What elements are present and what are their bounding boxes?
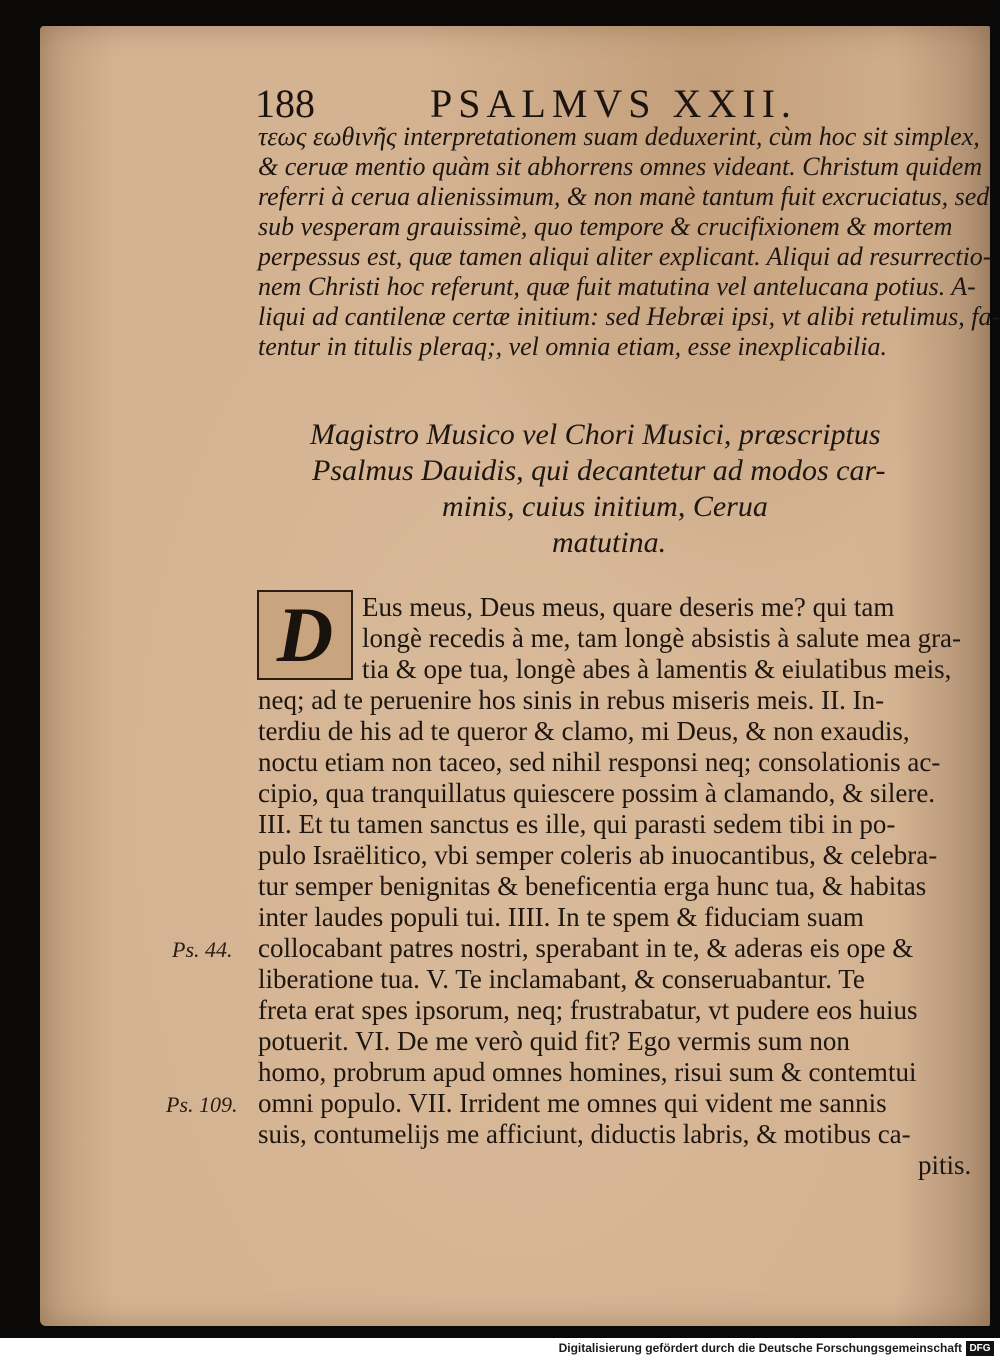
superscription-line: minis, cuius initium, Cerua (442, 490, 768, 523)
dfg-logo: DFG (966, 1341, 994, 1356)
catchword: pitis. (918, 1150, 972, 1180)
ornamental-initial (257, 590, 353, 680)
text-line: referri à cerua alienissimum, & non manè tantum fuit excruciatus, sed (258, 182, 990, 211)
text-line: potuerit. VI. De me verò quid fit? Ego vermis sum non (258, 1026, 850, 1056)
text-line: homo, probrum apud omnes homines, risui sum & contemtui (258, 1057, 917, 1087)
text-line: liqui ad cantilenæ certæ initium: sed Hebræi ipsi, vt alibi retulimus, fa- (258, 302, 1000, 331)
margin-note: Ps. 44. (172, 937, 233, 962)
text-line: collocabant patres nostri, sperabant in te, & aderas eis ope & (258, 933, 914, 963)
text-line: tentur in titulis pleraq;, vel omnia etiam, esse inexplicabilia. (258, 332, 887, 361)
running-title: PSALMVS XXII. (430, 81, 797, 126)
text-line: terdiu de his ad te queror & clamo, mi Deus, & non exaudis, (258, 716, 910, 746)
text-line: pulo Israëlitico, vbi semper coleris ab inuocantibus, & celebra- (258, 840, 938, 870)
text-line: noctu etiam non taceo, sed nihil responsi neq; consolationis ac- (258, 747, 941, 777)
text-line: inter laudes populi tui. IIII. In te spem & fiduciam suam (258, 902, 864, 932)
superscription-line: matutina. (552, 526, 667, 559)
text-line: tia & ope tua, longè abes à lamentis & eiulatibus meis, (362, 654, 952, 684)
superscription-line: Psalmus Dauidis, qui decantetur ad modos car- (312, 454, 886, 487)
text-line: III. Et tu tamen sanctus es ille, qui parasti sedem tibi in po- (258, 809, 896, 839)
text-line: freta erat spes ipsorum, neq; frustrabatur, vt pudere eos huius (258, 995, 918, 1025)
text-line: neq; ad te peruenire hos sinis in rebus miseris meis. II. In- (258, 685, 885, 715)
text-line: Eus meus, Deus meus, quare deseris me? qui tam (362, 592, 895, 622)
text-line: cipio, qua tranquillatus quiescere possim à clamando, & silere. (258, 778, 936, 808)
text-line: & ceruæ mentio quàm sit abhorrens omnes videant. Christum quidem (258, 152, 983, 181)
text-line: longè recedis à me, tam longè absistis à salute mea gra- (362, 623, 962, 653)
page-number: 188 (255, 81, 315, 126)
footer-credit: Digitalisierung gefördert durch die Deutsche Forschungsgemeinschaft (558, 1341, 962, 1355)
text-line: perpessus est, quæ tamen aliqui aliter explicant. Aliqui ad resurrectio- (258, 242, 992, 271)
initial-letter: D (276, 591, 334, 678)
text-line: τεως εωθινῆς interpretationem suam deduxerint, cùm hoc sit simplex, (258, 122, 980, 151)
margin-note: Ps. 109. (166, 1092, 238, 1117)
text-line: tur semper benignitas & beneficentia erga hunc tua, & habitas (258, 871, 927, 901)
superscription-line: Magistro Musico vel Chori Musici, præscriptus (310, 418, 881, 451)
text-line: omni populo. VII. Irrident me omnes qui vident me sannis (258, 1088, 887, 1118)
digitization-footer (0, 1338, 1000, 1360)
text-line: liberatione tua. V. Te inclamabant, & conseruabantur. Te (258, 964, 865, 994)
text-line: nem Christi hoc referunt, quæ fuit matutina vel antelucana potius. A- (258, 272, 976, 301)
text-line: suis, contumelijs me afficiunt, diductis labris, & motibus ca- (258, 1119, 911, 1149)
text-line: sub vesperam grauissimè, quo tempore & crucifixionem & mortem (258, 212, 953, 241)
